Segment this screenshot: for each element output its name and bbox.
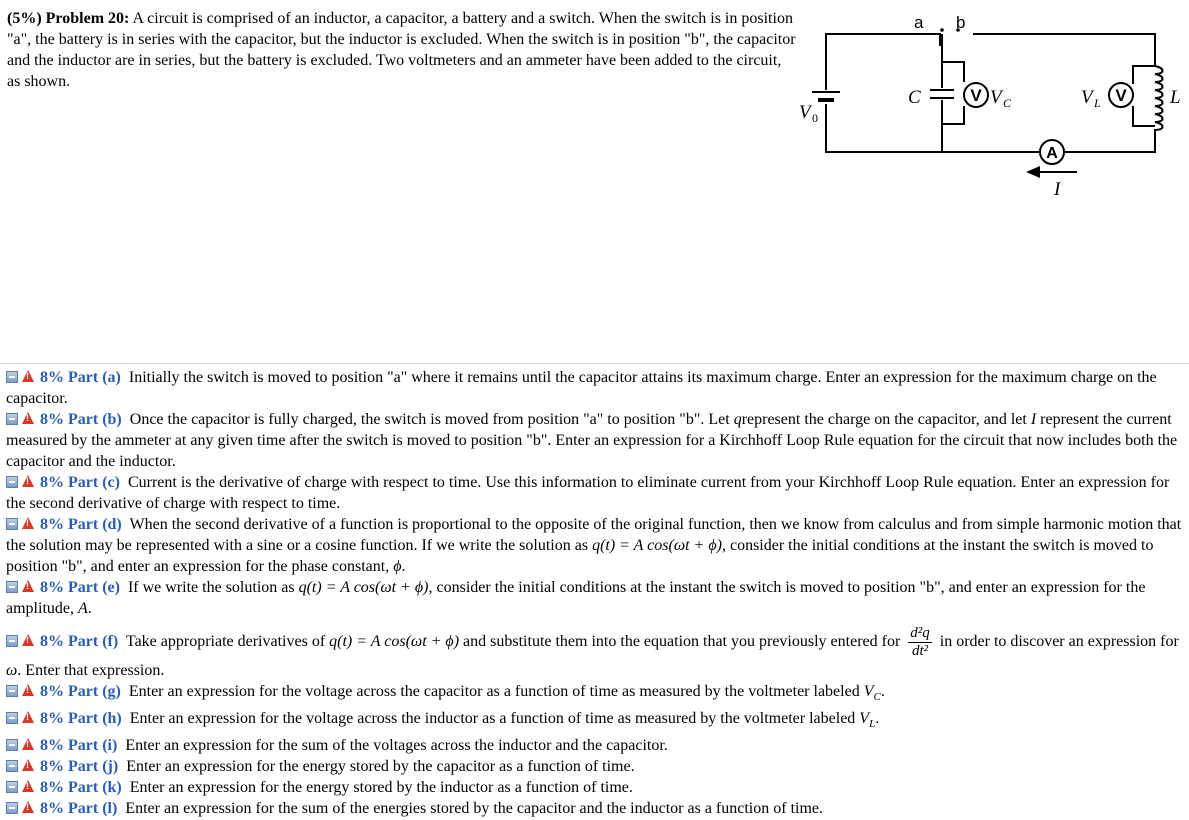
expand-toggle-icon[interactable] bbox=[6, 413, 18, 425]
part-label[interactable]: 8% Part (b) bbox=[40, 411, 122, 428]
warning-icon bbox=[22, 759, 34, 771]
math-fraction bbox=[908, 625, 932, 660]
part-a bbox=[6, 367, 1188, 409]
problem-title: (5%) Problem 20: bbox=[7, 10, 130, 27]
part-text: Take appropriate derivatives of bbox=[125, 633, 326, 651]
expand-toggle-icon[interactable] bbox=[6, 581, 18, 593]
part-label[interactable]: 8% Part (l) bbox=[40, 800, 118, 818]
math-equation: q(t) = A cos(ωt + ϕ) bbox=[592, 537, 722, 554]
math-phi: ϕ bbox=[393, 558, 402, 575]
problem-statement bbox=[7, 8, 797, 92]
part-text: Enter an expression for the sum of the voltages across the inductor and the capacitor. bbox=[125, 737, 668, 755]
part-label[interactable]: 8% Part (e) bbox=[40, 579, 120, 596]
part-label[interactable]: 8% Part (c) bbox=[40, 474, 120, 491]
part-text: . bbox=[880, 683, 885, 700]
expand-toggle-icon[interactable] bbox=[6, 739, 18, 751]
warning-icon bbox=[22, 370, 34, 382]
warning-icon bbox=[22, 517, 34, 529]
vc-label: V bbox=[990, 87, 1002, 108]
parts-list bbox=[6, 367, 1188, 819]
part-text: and substitute them into the equation that you previously entered for bbox=[463, 633, 901, 651]
warning-icon bbox=[22, 634, 34, 646]
fraction-denominator: dt² bbox=[911, 643, 929, 659]
part-g bbox=[6, 681, 1188, 708]
expand-toggle-icon[interactable] bbox=[6, 712, 18, 724]
math-omega: ω bbox=[6, 662, 18, 679]
math-q: q bbox=[733, 411, 742, 428]
part-e bbox=[6, 577, 1188, 619]
wire-bottom bbox=[826, 104, 1155, 152]
current-arrowhead bbox=[1026, 166, 1040, 178]
expand-toggle-icon[interactable] bbox=[6, 760, 18, 772]
part-h bbox=[6, 708, 1188, 735]
math-equation: q(t) = A cos(ωt + ϕ) bbox=[329, 633, 460, 651]
part-label[interactable]: 8% Part (g) bbox=[40, 683, 121, 700]
part-i bbox=[6, 735, 1188, 756]
part-text: If we write the solution as bbox=[127, 579, 295, 596]
part-text: When the second derivative of a function is proportional to the opposite of the original function, then we know from calculus and from simple harmonic motion that the solution may be represented with a sine or a cosine function. If we write the solution as bbox=[6, 516, 1182, 554]
part-text: Initially the switch is moved to position "a" where it remains until the capacitor attains its maximum charge. Enter an expression for the maximum charge on the capacitor. bbox=[6, 369, 1157, 407]
expand-toggle-icon[interactable] bbox=[6, 371, 18, 383]
wire-switch-inductor bbox=[973, 34, 1155, 66]
vc-subscript: C bbox=[1003, 96, 1012, 110]
part-text: represent the current measured by the ammeter at any given time after the switch is moved to position "b". Enter an expression for a Kirchhoff Loop Rule equation for the circuit that now includes both the capacitor and the inductor. bbox=[6, 411, 1178, 470]
math-symbol: V bbox=[863, 683, 874, 700]
part-label[interactable]: 8% Part (f) bbox=[40, 633, 119, 651]
part-label[interactable]: 8% Part (j) bbox=[40, 758, 119, 776]
expand-toggle-icon[interactable] bbox=[6, 802, 18, 814]
part-k bbox=[6, 777, 1188, 798]
inductor-coil bbox=[1155, 66, 1163, 136]
part-label[interactable]: 8% Part (k) bbox=[40, 779, 122, 797]
capacitor-label: C bbox=[908, 87, 921, 108]
part-j bbox=[6, 756, 1188, 777]
warning-icon bbox=[22, 580, 34, 592]
part-text: . bbox=[875, 710, 880, 728]
part-text: Enter an expression for the energy stored by the inductor as a function of time. bbox=[129, 779, 633, 797]
math-amplitude: A bbox=[77, 600, 88, 617]
part-text: Enter an expression for the energy stored by the capacitor as a function of time. bbox=[126, 758, 635, 776]
circuit-diagram bbox=[790, 6, 1189, 201]
switch-contact-a bbox=[940, 28, 944, 32]
expand-toggle-icon[interactable] bbox=[6, 476, 18, 488]
math-subscript: C bbox=[873, 691, 881, 704]
expand-toggle-icon[interactable] bbox=[6, 685, 18, 697]
wire-vc-bracket bbox=[942, 62, 964, 124]
battery-subscript: 0 bbox=[812, 111, 818, 125]
part-text: , consider the initial conditions at the instant the switch is moved to position "b", and enter an expression for the amplitude, bbox=[6, 579, 1146, 617]
warning-icon bbox=[22, 801, 34, 813]
battery-label: V bbox=[799, 102, 811, 123]
part-text: . bbox=[87, 600, 92, 617]
expand-toggle-icon[interactable] bbox=[6, 781, 18, 793]
current-label: I bbox=[1054, 179, 1061, 200]
switch-label-b: b bbox=[956, 13, 966, 32]
ammeter-symbol: A bbox=[1046, 145, 1058, 162]
warning-icon bbox=[22, 412, 34, 424]
part-b bbox=[6, 409, 1188, 472]
part-text: Enter an expression for the voltage across the capacitor as a function of time as measured by the voltmeter labeled bbox=[128, 683, 860, 700]
part-text: in order to discover an expression for bbox=[939, 633, 1179, 651]
warning-icon bbox=[22, 711, 34, 723]
part-text: Enter an expression for the voltage across the inductor as a function of time as measured by the voltmeter labeled bbox=[129, 710, 856, 728]
part-l bbox=[6, 798, 1188, 819]
part-f bbox=[6, 619, 1188, 681]
part-label[interactable]: 8% Part (i) bbox=[40, 737, 118, 755]
math-subscript: L bbox=[869, 718, 876, 731]
warning-icon bbox=[22, 780, 34, 792]
vl-subscript: L bbox=[1094, 96, 1101, 110]
fraction-numerator: d²q bbox=[910, 625, 930, 641]
part-text: . Enter that expression. bbox=[17, 662, 165, 679]
math-symbol: V bbox=[859, 710, 870, 728]
expand-toggle-icon[interactable] bbox=[6, 635, 18, 647]
inductor-label: L bbox=[1170, 87, 1181, 108]
warning-icon bbox=[22, 475, 34, 487]
part-text: Current is the derivative of charge with respect to time. Use this information to eliminate current from your Kirchhoff Loop Rule equation. Enter an expression for the second derivative of charge with respect to time. bbox=[6, 474, 1170, 512]
part-label[interactable]: 8% Part (h) bbox=[40, 710, 122, 728]
part-text: . bbox=[401, 558, 406, 575]
warning-icon bbox=[22, 738, 34, 750]
voltmeter-vl-symbol: V bbox=[1115, 86, 1127, 105]
math-equation: q(t) = A cos(ωt + ϕ) bbox=[298, 579, 429, 596]
part-text: , consider the initial conditions at the instant the switch is moved to position "b", and enter an expression for the phase constant, bbox=[6, 537, 1154, 575]
switch-label-a: a bbox=[914, 13, 924, 32]
part-c bbox=[6, 472, 1188, 514]
part-d bbox=[6, 514, 1188, 577]
wire-battery-switch bbox=[826, 34, 940, 90]
vl-label: V bbox=[1081, 87, 1093, 108]
part-text: Enter an expression for the sum of the energies stored by the capacitor and the inductor as a function of time. bbox=[125, 800, 824, 818]
part-text: Once the capacitor is fully charged, the switch is moved from position "a" to position "b". Let bbox=[129, 411, 730, 428]
warning-icon bbox=[22, 684, 34, 696]
math-i: I bbox=[1030, 411, 1037, 428]
problem-text: A circuit is comprised of an inductor, a capacitor, a battery and a switch. When the switch is in position "a", the battery is in series with the capacitor, but the inductor is excluded. When the switch is in position "b", the capacitor and the inductor are in series, but the battery is excluded. Two voltmeters and an ammeter have been added to the circuit, as shown. bbox=[7, 10, 796, 90]
part-label[interactable]: 8% Part (a) bbox=[40, 369, 121, 386]
part-text: represent the charge on the capacitor, and let bbox=[741, 411, 1027, 428]
part-label[interactable]: 8% Part (d) bbox=[40, 516, 122, 533]
voltmeter-vc-symbol: V bbox=[970, 86, 982, 105]
expand-toggle-icon[interactable] bbox=[6, 518, 18, 530]
section-divider bbox=[0, 363, 1189, 364]
